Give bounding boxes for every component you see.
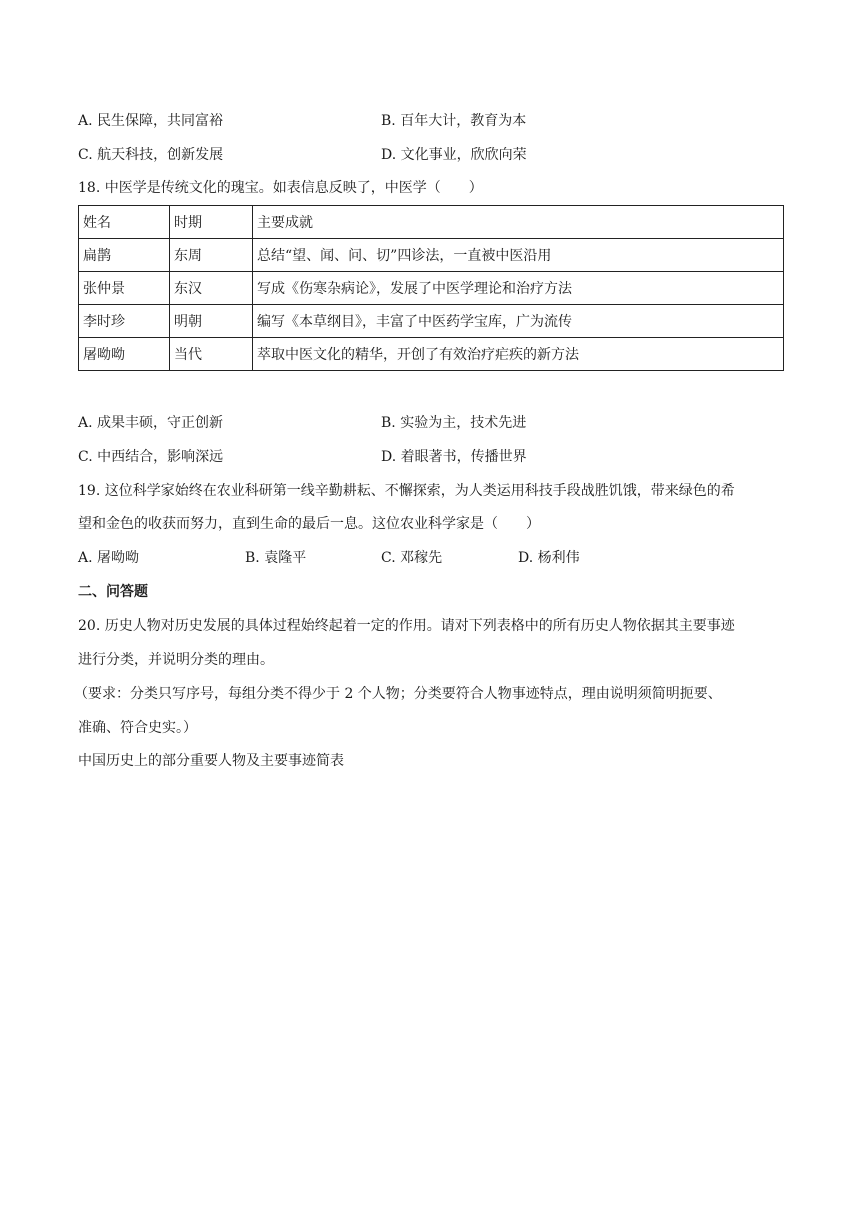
q20-requirement-line2: 准确、符合史实。） — [78, 720, 197, 736]
q20-requirement-line1: （要求：分类只写序号，每组分类不得少于 2 个人物；分类要符合人物事迹特点，理由说明须简明扼要、 — [74, 686, 722, 702]
medicine-table — [78, 205, 784, 371]
table-header-row — [79, 206, 784, 239]
table-cell-achievement: 写成《伤寒杂病论》，发展了中医学理论和治疗方法 — [253, 272, 784, 305]
table-row — [79, 272, 784, 305]
section-heading: 二、问答题 — [78, 584, 148, 600]
table-row — [79, 305, 784, 338]
q18-option-a: A. 成果丰硕，守正创新 — [78, 415, 224, 431]
table-cell-name: 张仲景 — [79, 272, 170, 305]
table-cell-period: 当代 — [170, 338, 253, 371]
q19-option-d: D. 杨利伟 — [518, 550, 580, 566]
q20-stem-line2: 进行分类，并说明分类的理由。 — [78, 652, 274, 668]
q18-stem: 18. 中医学是传统文化的瑰宝。如表信息反映了，中医学（ ） — [78, 180, 483, 196]
q18-option-d: D. 着眼著书，传播世界 — [381, 449, 527, 465]
q17-option-c: C. 航天科技，创新发展 — [78, 147, 224, 163]
q17-option-d: D. 文化事业，欣欣向荣 — [381, 147, 527, 163]
table-cell-name: 李时珍 — [79, 305, 170, 338]
q18-option-c: C. 中西结合，影响深远 — [78, 449, 224, 465]
table-cell-name: 屠呦呦 — [79, 338, 170, 371]
q19-option-c: C. 邓稼先 — [381, 550, 443, 566]
table-cell-achievement: 编写《本草纲目》，丰富了中医药学宝库，广为流传 — [253, 305, 784, 338]
q19-stem-line2: 望和金色的收获而努力，直到生命的最后一息。这位农业科学家是（ ） — [78, 516, 540, 532]
q17-option-b: B. 百年大计，教育为本 — [381, 113, 527, 129]
q20-stem-line1: 20. 历史人物对历史发展的具体过程始终起着一定的作用。请对下列表格中的所有历史人物依据其主要事迹 — [78, 618, 735, 634]
q17-option-a: A. 民生保障，共同富裕 — [78, 113, 224, 129]
table-row — [79, 239, 784, 272]
table-row — [79, 338, 784, 371]
table-cell-achievement: 总结“望、闻、问、切”四诊法，一直被中医沿用 — [253, 239, 784, 272]
table-cell-period: 东汉 — [170, 272, 253, 305]
q19-stem-line1: 19. 这位科学家始终在农业科研第一线辛勤耕耘、不懈探索，为人类运用科技手段战胜饥饿，带来绿色的希 — [78, 483, 735, 499]
q19-option-b: B. 袁隆平 — [245, 550, 307, 566]
table-cell-period: 明朝 — [170, 305, 253, 338]
table-header-achievement: 主要成就 — [253, 206, 784, 239]
table-header-period: 时期 — [170, 206, 253, 239]
table-cell-period: 东周 — [170, 239, 253, 272]
table-cell-achievement: 萃取中医文化的精华，开创了有效治疗疟疾的新方法 — [253, 338, 784, 371]
table-header-name: 姓名 — [79, 206, 170, 239]
q19-option-a: A. 屠呦呦 — [78, 550, 140, 566]
table-cell-name: 扁鹊 — [79, 239, 170, 272]
q20-table-caption: 中国历史上的部分重要人物及主要事迹简表 — [78, 753, 344, 769]
q18-option-b: B. 实验为主，技术先进 — [381, 415, 527, 431]
